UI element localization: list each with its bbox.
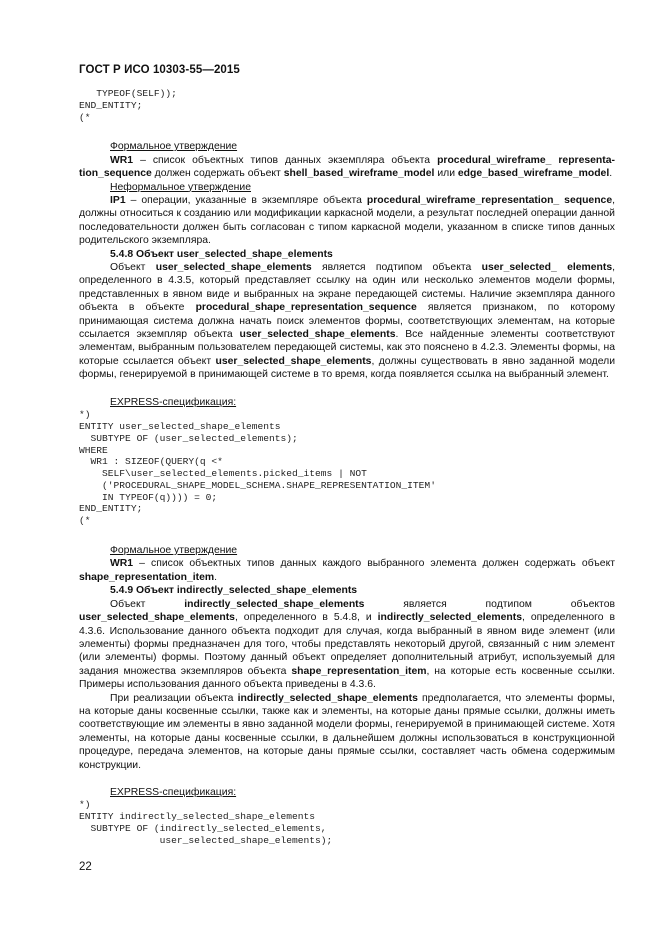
text-run: . [214,571,218,583]
text-run: является признаком, по которому принимающая система должна начать поиск элементов формы, соответствующих элементам, на которые ссылается экземпляр объекта [79,302,615,341]
page-number: 22 [79,861,92,873]
section-heading-548: 5.4.8 Объект user_selected_shape_elements [110,248,333,260]
section-549-paragraph-2 [79,692,615,772]
bold-term: IP1 [110,195,126,207]
section-549-paragraph-1 [79,598,615,692]
bold-term: user_selected_shape_elements [239,329,396,341]
page-content [79,88,615,847]
text-run: Объект [110,262,156,274]
bold-term: indirectly_selected_elements [377,612,522,624]
bold-term: shape_representation_item [79,571,215,583]
bold-term: user_selected_shape_elements [155,262,312,274]
text-run: должен содержать объект [151,168,284,180]
text-run: , определенного в 4.3.5, который представляет ссылку на один или несколько элементов модели формы, представленных в явном виде и выбранных на экране передающей системы. Наличие экземпляра данного объекта в объекте [79,262,616,314]
text-run: предполагается, что элементы формы, на которые даны косвенные ссылки, также как и элементы, на которые даны прямые ссылки, должны иметь соответствующие им элементы в явно заданной модели формы, генерируемой в принимающей системе. Хотя элементы, на которые даны косвенные ссылки, в дальнейшем должны использоваться в конструкционной процедуре, передача элементов, на которые даны прямые ссылки, составляет часть обмена содержимым конструкции. [79,692,615,771]
bold-term: shell_based_wireframe_model [283,168,435,180]
bold-term: procedural_wireframe_ representation_sequence [79,154,615,180]
bold-term: user_selected_shape_elements [215,355,372,367]
text-run: – список объектных типов данных каждого выбранного элемента должен содержать объект [133,558,615,570]
text-run: – операции, указанные в экземпляре объекта [125,195,367,207]
text-run: является подтипом объектов [364,598,615,610]
express-spec-label: EXPRESS-спецификация: [110,396,237,408]
formal-statement-wr1 [79,154,615,181]
bold-term: procedural_shape_representation_sequence [195,302,417,314]
bold-term: WR1 [110,558,134,570]
section-heading-549: 5.4.9 Объект indirectly_selected_shape_elements [110,585,358,597]
informal-statement-ip1 [79,194,615,248]
text-run: , определенного в 4.3.6. Использование данного объекта подходит для случая, когда выбранный в явном виде элемент (или элементы) формы предназначен для того, чтобы представлять некоторый другой, связанный с ним элемент (или элементы) формы. Поэтому данный объект определяет дополнительный атрибут, используемый для задания множества экземпляров объекта [79,612,615,677]
bold-term: user_selected_shape_elements [79,612,235,624]
bold-term: shape_representation_item [291,665,427,677]
bold-term: edge_based_wireframe_model [457,168,610,180]
document-header: ГОСТ Р ИСО 10303-55—2015 [79,64,240,76]
text-run: , должны относиться к созданию или модификации каркасной модели, а результат последней операции данной последовательности должен быть согласован с типом каркасной модели, указанном в списке типов данных родительского экземпляра. [79,195,615,247]
section-548-paragraph [79,261,615,382]
bold-term: user_selected_ elements [481,262,613,274]
code-block-tail: TYPEOF(SELF)); END_ENTITY; (* [79,88,177,123]
text-run: является подтипом объекта [311,262,482,274]
text-run: – список объектных типов данных экземпляра объекта [133,154,438,166]
formal-statement-wr1-2 [79,557,615,584]
express-code-block: *) ENTITY user_selected_shape_elements SUBTYPE OF (user_selected_elements); WHERE WR1 : SIZEOF(QUERY(q <* SELF\user_selected_elements.picked_items | NOT ('PROCEDURAL_SHAPE_MODEL_SCHEMA.SHAPE_REPRESENTATION_ITEM' IN TYPEOF(q)))) = 0; END_ENTITY; (* [79,409,436,527]
bold-term: WR1 [110,154,134,166]
text-run: Объект [110,598,185,610]
bold-term: procedural_wireframe_representation_ sequence [366,195,613,207]
informal-statement-label: Неформальное утверждение [110,181,251,193]
formal-statement-label-2: Формальное утверждение [110,545,238,557]
bold-term: indirectly_selected_shape_elements [237,692,418,704]
text-run: . Все найденные элементы соответствуют элементам, выбранным пользователем передающей системы, как это пояснено в 4.2.3. Элементы формы, на которые ссылается объект [79,329,615,367]
text-run: . [609,168,613,180]
express-spec-label-2: EXPRESS-спецификация: [110,786,237,798]
text-run: , определенного в 5.4.8, и [234,612,378,624]
text-run: или [434,168,458,180]
text-run: , должны существовать в явно заданной модели формы, генерируемой в принимающей системе в то время, когда появляется ссылка на выбранный элемент. [79,355,615,381]
text-run: При реализации объекта [110,692,238,704]
text-run: , на которые есть косвенные ссылки. Примеры использования данного объекта приведены в 4.3.6. [79,665,615,691]
bold-term: indirectly_selected_shape_elements [184,598,365,610]
express-code-block-2: *) ENTITY indirectly_selected_shape_elements SUBTYPE OF (indirectly_selected_elements, user_selected_shape_elements); [79,799,333,846]
formal-statement-label: Формальное утверждение [110,141,238,153]
